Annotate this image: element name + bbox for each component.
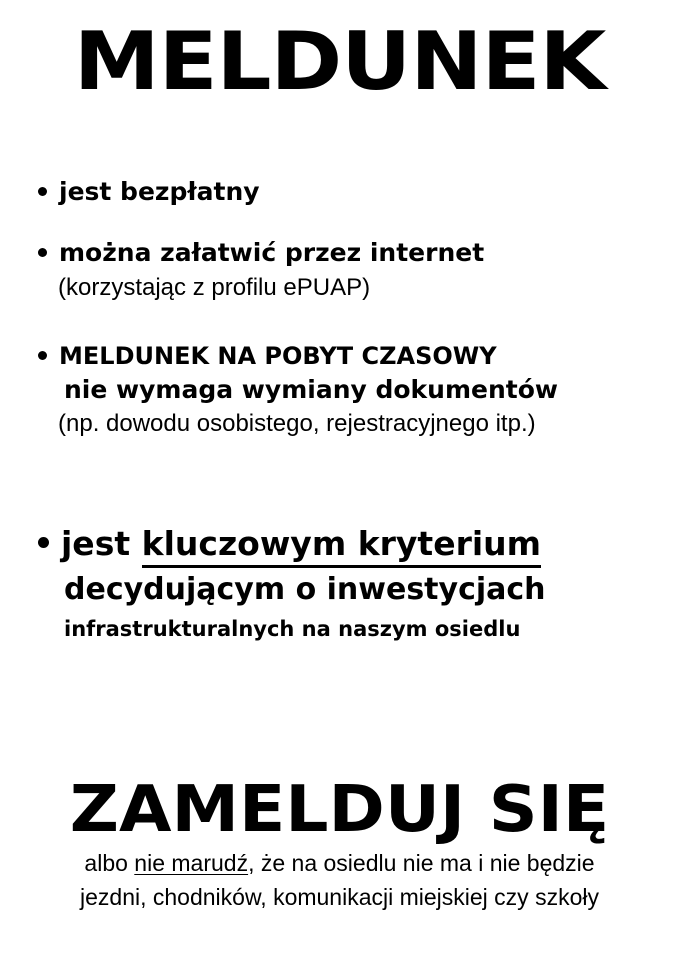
bullet-text: MELDUNEK NA POBYT CZASOWY	[59, 342, 497, 370]
bullet-text: jest	[61, 524, 131, 563]
bullet-dot-icon	[38, 187, 47, 196]
bullet-text-continued: decydującym o inwestycjach	[64, 572, 546, 607]
bullet-text-continued: nie wymaga wymiany dokumentów	[64, 375, 559, 404]
bullet-item-key-criterion	[38, 524, 541, 563]
bullet-dot-icon	[38, 351, 47, 360]
bullet-subtext: (korzystając z profilu ePUAP)	[58, 274, 371, 301]
cta-suffix: , że na osiedlu nie ma i nie będzie	[248, 850, 595, 876]
cta-underlined-text: nie marudź	[134, 850, 249, 876]
bullet-text: jest bezpłatny	[59, 177, 260, 206]
bullet-underlined-text: kluczowym kryterium	[142, 524, 541, 568]
cta-prefix: albo	[84, 850, 128, 876]
cta-subtext-line-1	[0, 852, 679, 875]
bullet-item-online	[38, 238, 484, 267]
poster-title: MELDUNEK	[73, 15, 606, 108]
bullet-subtext: (np. dowodu osobistego, rejestracyjnego itp.)	[58, 410, 536, 437]
bullet-text: można załatwić przez internet	[59, 238, 485, 267]
bullet-text-continued: infrastrukturalnych na naszym osiedlu	[64, 617, 521, 641]
bullet-item-free	[38, 177, 260, 206]
bullet-dot-icon	[38, 537, 49, 548]
bullet-dot-icon	[38, 248, 47, 257]
bullet-item-temporary-registration	[38, 342, 497, 370]
cta-subtext-line-2: jezdni, chodników, komunikacji miejskiej czy szkoły	[80, 884, 599, 910]
cta-headline: ZAMELDUJ SIĘ	[69, 773, 610, 847]
